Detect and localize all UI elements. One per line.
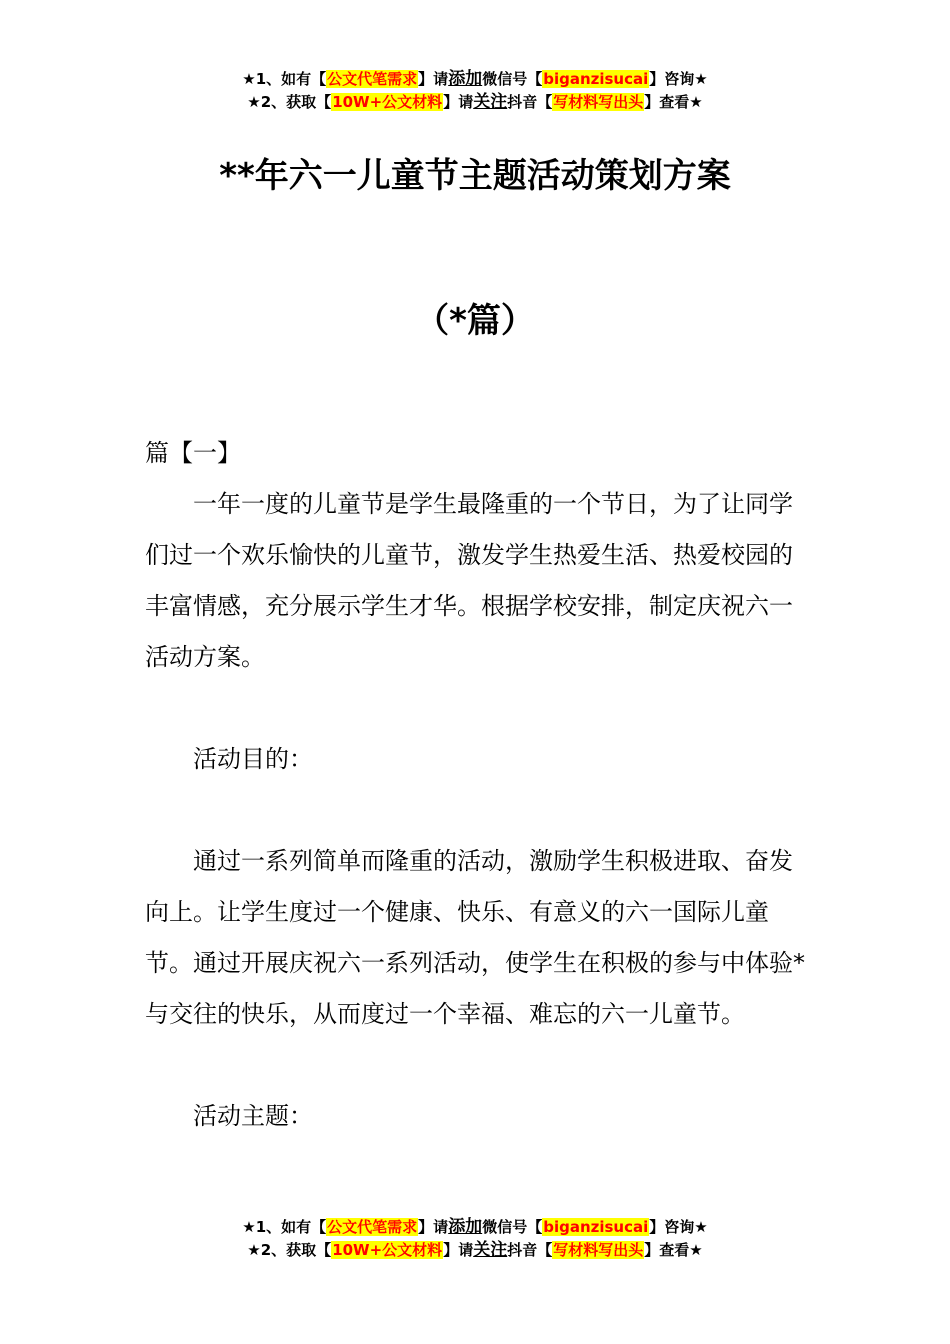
purpose-label: 活动目的： [193, 745, 313, 773]
promo-text: 抖音【 [507, 1241, 553, 1259]
section-heading: 篇【一】 [145, 439, 241, 467]
promo-header-top [0, 68, 950, 114]
promo-text: 微信号【 [482, 1218, 543, 1236]
promo-text: 】咨询★ [649, 1218, 708, 1236]
promo-text: 】查看★ [644, 1241, 703, 1259]
paragraph-spacer [145, 785, 810, 836]
promo-text: 】请 [443, 93, 474, 111]
promo-highlight: biganzisucai [543, 1218, 649, 1236]
promo-line-2 [0, 1239, 950, 1262]
document-body [145, 428, 810, 1142]
document-subtitle: （*篇） [415, 301, 535, 341]
promo-underline: 关注 [473, 92, 508, 112]
promo-highlight: 10W+公文材料 [332, 93, 443, 111]
promo-text: 】请 [443, 1241, 474, 1259]
promo-underline: 关注 [473, 1240, 508, 1260]
promo-highlight: biganzisucai [543, 70, 649, 88]
promo-text: ★1、如有【 [242, 70, 327, 88]
promo-highlight: 公文代笔需求 [327, 1218, 418, 1236]
promo-highlight: 写材料写出头 [553, 93, 644, 111]
promo-text: ★2、获取【 [247, 93, 332, 111]
promo-highlight: 写材料写出头 [553, 1241, 644, 1259]
promo-text: ★1、如有【 [242, 1218, 327, 1236]
promo-footer-bottom [0, 1216, 950, 1262]
promo-line-1 [0, 1216, 950, 1239]
promo-text: 】请 [418, 70, 449, 88]
promo-line-2 [0, 91, 950, 114]
promo-text: ★2、获取【 [247, 1241, 332, 1259]
promo-text: 】咨询★ [649, 70, 708, 88]
paragraph-purpose: 通过一系列简单而隆重的活动，激励学生积极进取、奋发向上。让学生度过一个健康、快乐、有意义的六一国际儿童节。通过开展庆祝六一系列活动，使学生在积极的参与中体验*与交往的快乐，从而度过一个幸福、难忘的六一儿童节。 [145, 847, 805, 1028]
promo-highlight: 公文代笔需求 [327, 70, 418, 88]
promo-text: 】请 [418, 1218, 449, 1236]
promo-underline: 添加 [448, 1217, 483, 1237]
paragraph-spacer [145, 1040, 810, 1091]
promo-line-1 [0, 68, 950, 91]
promo-underline: 添加 [448, 69, 483, 89]
promo-text: 】查看★ [644, 93, 703, 111]
document-title: **年六一儿童节主题活动策划方案 [219, 156, 731, 196]
promo-text: 微信号【 [482, 70, 543, 88]
promo-highlight: 10W+公文材料 [332, 1241, 443, 1259]
paragraph-spacer [145, 683, 810, 734]
paragraph-intro: 一年一度的儿童节是学生最隆重的一个节日，为了让同学们过一个欢乐愉快的儿童节，激发学生热爱生活、热爱校园的丰富情感，充分展示学生才华。根据学校安排，制定庆祝六一活动方案。 [145, 490, 793, 671]
promo-text: 抖音【 [507, 93, 553, 111]
theme-label: 活动主题： [193, 1102, 313, 1130]
